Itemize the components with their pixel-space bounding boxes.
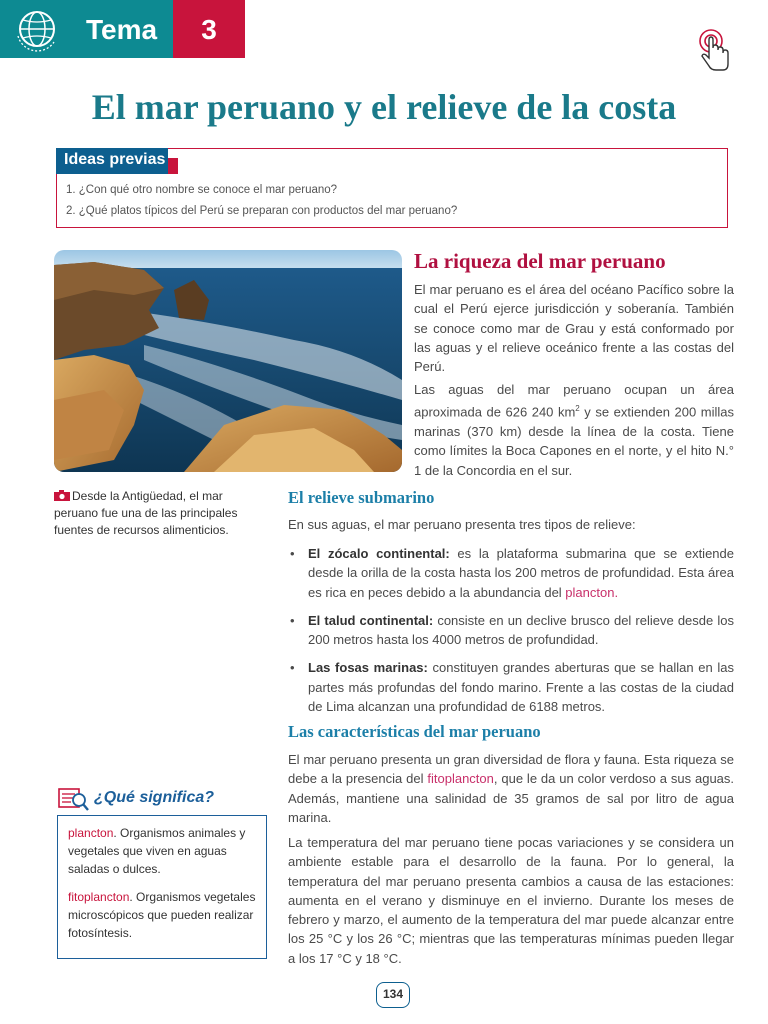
coast-photo xyxy=(54,250,402,472)
relieve-item xyxy=(288,544,734,602)
relieve-text-end: . xyxy=(614,584,619,600)
caracteristicas-paragraph-2: La temperatura del mar peruano tiene pocas variaciones y se considera un ambiente estable para el desarrollo de la fauna. Por lo general, la temperatura del mar peruano presenta cambios a causa de las estaciones: aumenta en el verano y disminuye en el invierno. Durante los meses de febrero y marzo, el aumento de la temperatura del mar puede alcanzar entre los 25 °C y los 26 °C; mientras que las temperaturas mínimas pueden llegar a los 17 °C y 18 °C. xyxy=(288,835,734,966)
riqueza-paragraph-1: El mar peruano es el área del océano Pacífico sobre la cual el Perú ejerce jurisdicción y soberanía. También se conoce como mar de Grau y está conformado por las aguas y el relieve oceánico frente a las costas del Perú. xyxy=(414,282,734,375)
glossary-term-fitoplancton: fitoplancton xyxy=(427,771,494,787)
caracteristicas-paragraph-1 xyxy=(288,750,734,827)
que-significa-title: ¿Qué significa? xyxy=(94,789,215,806)
relieve-text: consiste en un declive brusco del relieve desde los 200 metros hasta los 4000 metros de profundidad. xyxy=(308,612,734,648)
riqueza-p2-part-a: Las aguas del mar peruano ocupan un área aproximada de 626 240 km xyxy=(414,382,734,420)
tema-number: 3 xyxy=(201,14,217,45)
bullet: • xyxy=(290,660,295,676)
caracteristicas-p1-part-a: El mar peruano presenta un gran diversidad de flora y fauna. Esta riqueza se debe a la presencia del xyxy=(288,752,734,787)
touch-hand-icon[interactable] xyxy=(696,28,734,74)
photo-caption xyxy=(54,488,264,539)
relieve-term: El zócalo continental: xyxy=(308,546,450,561)
section-heading-caracteristicas: Las características del mar peruano xyxy=(288,722,541,741)
ideas-previas-list xyxy=(66,180,716,222)
section-heading-riqueza: La riqueza del mar peruano xyxy=(414,249,666,273)
glossary-entry-term: fitoplancton xyxy=(68,890,130,904)
page-number: 134 xyxy=(376,982,410,1008)
page-title: El mar peruano y el relieve de la costa xyxy=(91,87,677,127)
que-significa-content xyxy=(68,824,258,942)
relieve-item xyxy=(288,611,734,650)
ideas-previas-accent xyxy=(168,158,178,174)
bullet: • xyxy=(290,612,295,628)
riqueza-p2-part-b: y se extienden 200 millas marinas (370 km) desde la línea de la costa. Tiene como límites la Boca Capones en el norte, y el hito N.° 1 de la Concordia en el sur. xyxy=(414,404,734,478)
superscript-2: 2 xyxy=(575,404,580,414)
tema-label: Tema xyxy=(86,14,158,45)
bullet: • xyxy=(290,546,295,561)
glossary-entry xyxy=(68,888,258,942)
glossary-entry xyxy=(68,824,258,878)
glossary-entry-term: plancton xyxy=(68,826,114,840)
section-heading-relieve: El relieve submarino xyxy=(288,488,435,507)
ideas-previas-item: 2. ¿Qué platos típicos del Perú se preparan con productos del mar peruano? xyxy=(66,205,458,217)
relieve-text: constituyen grandes aberturas que se hallan en las partes más profundas del fondo marino. Frente a las costas de la ciudad de Lima alcanzan una profundidad de 6188 metros. xyxy=(308,660,734,715)
relieve-text: es la plataforma submarina que se extiende desde la orilla de la costa hasta los 200 metros de profundidad. Esta área es rica en peces debido a la abundancia del xyxy=(308,546,734,600)
glossary-entry-definition: . Organismos animales y vegetales que viven en aguas saladas o dulces. xyxy=(68,826,246,876)
dictionary-magnifier-icon xyxy=(57,783,89,813)
coast-photo-image xyxy=(54,250,402,472)
caracteristicas-p1-part-b: , que le da un color verdoso a sus aguas. Además, mantiene una salinidad de 35 gramos de sal por litro de agua marina. xyxy=(288,771,735,825)
relieve-intro: En sus aguas, el mar peruano presenta tres tipos de relieve: xyxy=(288,517,636,532)
glossary-entry-definition: . Organismos vegetales microscópicos que pueden realizar fotosíntesis. xyxy=(68,890,256,940)
relieve-item xyxy=(288,658,734,716)
glossary-term-plancton: plancton xyxy=(565,584,615,600)
camera-icon xyxy=(54,490,70,501)
globe-icon xyxy=(14,6,60,52)
ideas-previas-item: 1. ¿Con qué otro nombre se conoce el mar peruano? xyxy=(66,184,338,196)
relieve-term: Las fosas marinas: xyxy=(308,660,428,676)
relieve-term: El talud continental: xyxy=(308,612,434,628)
relieve-list xyxy=(288,544,734,725)
riqueza-paragraph-2 xyxy=(414,380,734,480)
ideas-previas-title: Ideas previas xyxy=(64,151,166,168)
photo-caption-text: Desde la Antigüedad, el mar peruano fue una de las principales fuentes de recursos alimenticios. xyxy=(54,489,238,537)
